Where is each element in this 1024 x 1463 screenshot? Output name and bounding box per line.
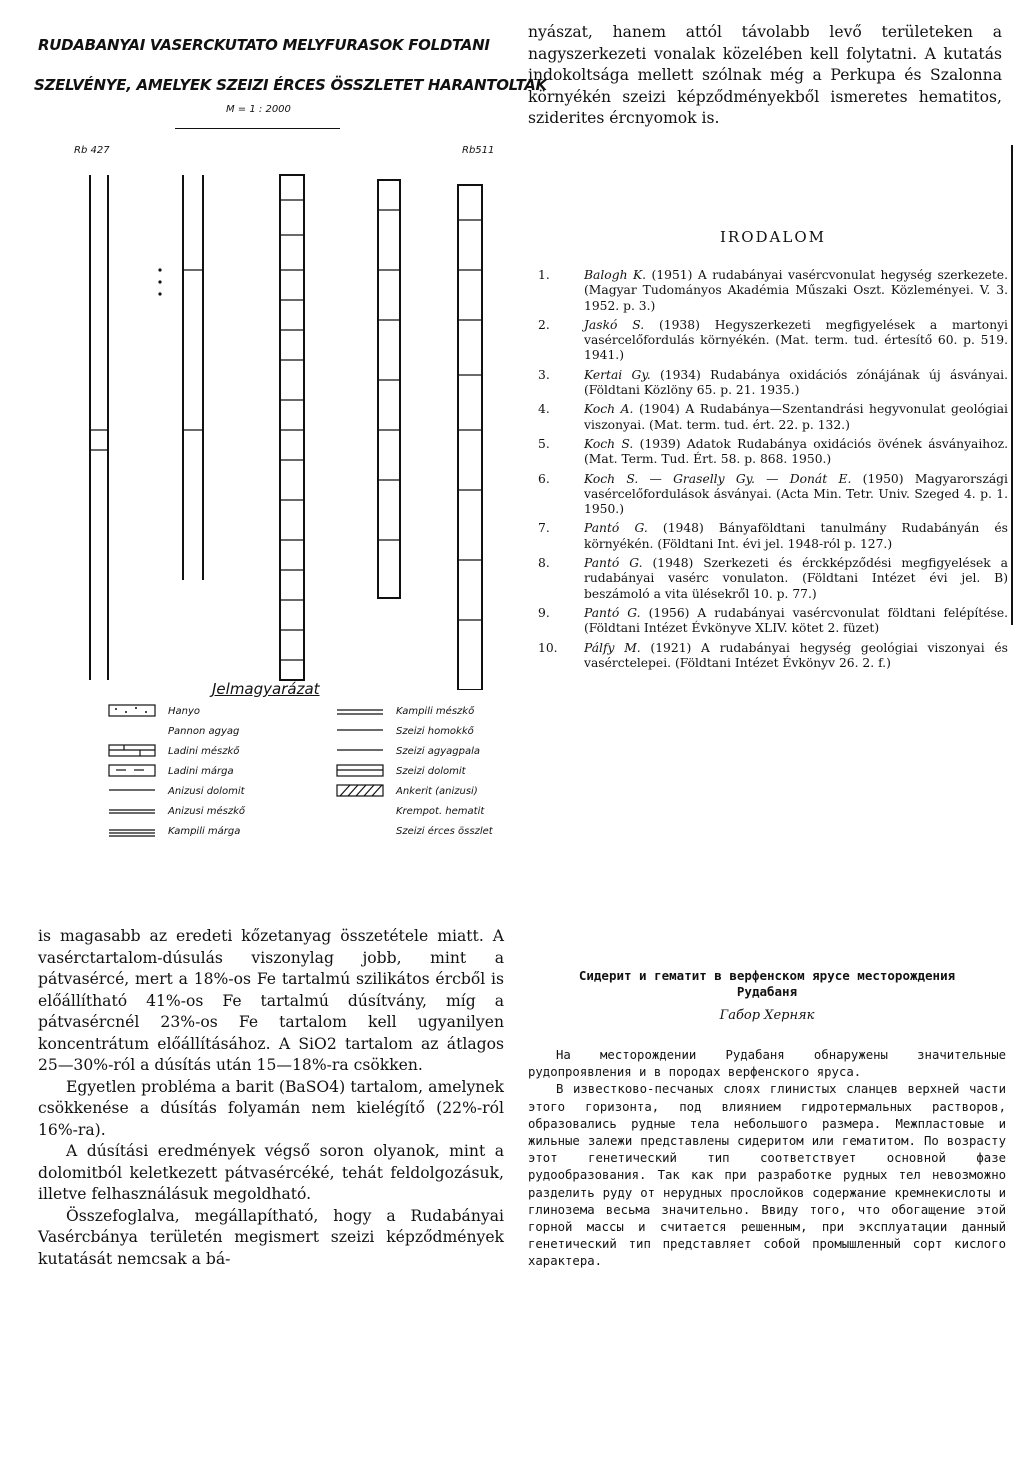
reference-text: (1939) Adatok Rudabánya oxidációs övének ásványaihoz. (Mat. Term. Tud. Ért. 58. p. 868. 1950.) bbox=[584, 436, 1008, 467]
margin-rule bbox=[1011, 145, 1013, 625]
reference-author: Pantó G. bbox=[584, 605, 641, 620]
reference-text: (1934) Rudabánya oxidációs zónájának új ásványai. (Földtani Közlöny 65. p. 21. 1935.) bbox=[584, 367, 1008, 398]
reference-number: 1. bbox=[538, 268, 550, 282]
reference-author: Koch S. bbox=[584, 436, 634, 451]
legend-right-item: Szeizi homokkő bbox=[396, 726, 474, 737]
legend-left-item: Ladini márga bbox=[168, 766, 234, 777]
borehole-label-right: Rb511 bbox=[462, 145, 495, 156]
reference-author: Pantó G. bbox=[584, 521, 648, 536]
reference-text: (1956) A rudabányai vasércvonulat földtani felépítése. (Földtani Intézet Évkönyve XLIV. kötet 2. füzet) bbox=[584, 605, 1008, 636]
reference-item bbox=[538, 268, 1008, 314]
reference-item bbox=[538, 318, 1008, 364]
reference-author: Koch S. — Graselly Gy. — Donát E. bbox=[584, 471, 852, 486]
legend-right-item: Szeizi érces összlet bbox=[396, 826, 493, 837]
reference-item bbox=[538, 402, 1008, 433]
legend-left-item: Hanyo bbox=[168, 706, 201, 717]
legend-left-item: Anizusi mészkő bbox=[168, 806, 245, 817]
reference-number: 2. bbox=[538, 317, 550, 332]
reference-author: Pantó G. bbox=[584, 556, 643, 571]
reference-text: (1921) A rudabányai hegység geológiai viszonyai és vasérctelepei. (Földtani Intézet Évkönyv 26. 2. f.) bbox=[584, 640, 1008, 670]
summary-author: Габор Херняк bbox=[719, 1008, 815, 1023]
legend-symbols-right bbox=[336, 704, 384, 854]
reference-text: (1938) Hegyszerkezeti megfigyelések a martonyi vasércelőfordulás környékén. (Mat. term. tud. értesítő 60. p. 519. 1941.) bbox=[584, 317, 1008, 363]
legend-right-item: Krempot. hematit bbox=[396, 806, 485, 817]
reference-author: Jaskó S. bbox=[584, 317, 645, 332]
legend-right-item: Szeizi dolomit bbox=[396, 766, 466, 777]
legend-left-item: Anizusi dolomit bbox=[168, 786, 245, 797]
summary-title-line2: Рудабаня bbox=[736, 984, 798, 999]
reference-number: 8. bbox=[538, 556, 550, 571]
borehole-columns bbox=[0, 160, 520, 690]
reference-item bbox=[538, 521, 1008, 552]
reference-number: 4. bbox=[538, 402, 550, 417]
legend-left-item: Pannon agyag bbox=[168, 726, 240, 737]
geologic-section-figure bbox=[0, 0, 547, 905]
legend-right-item: Szeizi agyagpala bbox=[396, 746, 480, 757]
reference-item bbox=[538, 437, 1008, 468]
reference-number: 9. bbox=[538, 605, 550, 620]
reference-text: (1948) Szerkezeti és érckképződési megfigyelések a rudabányai vasérc vonulaton. (Földtani Intézet évi jel. B) beszámoló a vita ülésekről 10. p. 77.) bbox=[584, 556, 1008, 601]
reference-author: Kertai Gy. bbox=[584, 367, 651, 382]
references-list bbox=[538, 268, 1008, 675]
reference-text: (1951) A rudabányai vasércvonulat hegység szerkezete. (Magyar Tudományos Akadémia Műszaki Oszt. Közleményei. V. 3. 1952. p. 3.) bbox=[584, 268, 1008, 313]
summary-paragraph: В известково-песчаных слоях глинистых сланцев верхней части этого горизонта, под влиянием гидротермальных растворов, образовались рудные тела небольшого размера. Межпластовые и жильные залежи представлены сидеритом или гематитом. По возрасту этот генетический тип соответствует основной фазе рудообразования. Так как при разработке рудных тел невозможно разделить руду от нерудных прослойков содержание кремнекислоты и глинозема весьма значительно. Ввиду того, что обогащение этой горной массы и считается решенным, при эксплуатации данный генетический тип представляет собой промышленный сорт кислого характера. bbox=[528, 1082, 1006, 1269]
reference-item bbox=[538, 641, 1008, 672]
reference-text: (1948) Bányaföldtani tanulmány Rudabányán és környékén. (Földtani Int. évi jel. 1948-ról p. 127.) bbox=[584, 521, 1008, 551]
reference-number: 6. bbox=[538, 471, 550, 486]
references-heading: IRODALOM bbox=[720, 228, 826, 246]
reference-text: (1950) Magyarországi vasércelőfordulások ásványai. (Acta Min. Tetr. Univ. Szeged 4. p. 1. 1950.) bbox=[584, 471, 1008, 517]
russian-summary bbox=[528, 968, 1006, 1271]
borehole-label-left: Rb 427 bbox=[74, 145, 110, 156]
reference-number: 3. bbox=[538, 367, 550, 382]
bottom-left-body bbox=[38, 926, 504, 1270]
body-paragraph: Összefoglalva, megállapítható, hogy a Rudabányai Vasércbánya területén megismert szeizi képződmények kutatását nemcsak a bá- bbox=[38, 1206, 504, 1268]
legend-right-item: Ankerit (anizusi) bbox=[396, 786, 478, 797]
legend-right-item: Kampili mészkő bbox=[396, 706, 475, 717]
figure-scale: M = 1 : 2000 bbox=[226, 104, 291, 115]
legend-title: Jelmagyarázat bbox=[212, 680, 320, 698]
reference-item bbox=[538, 368, 1008, 399]
reference-text: (1904) A Rudabánya—Szentandrási hegyvonulat geológiai viszonyai. (Mat. term. tud. ért. 22. p. 132.) bbox=[584, 402, 1008, 432]
body-paragraph: A dúsítási eredmények végső soron olyanok, mint a dolomitból keletkezett pátvasércéké, tehát feldolgozásuk, illetve felhasználásuk megoldható. bbox=[38, 1142, 504, 1203]
legend-symbols-left bbox=[108, 704, 156, 854]
legend-left-item: Kampili márga bbox=[168, 826, 241, 837]
scale-rule bbox=[175, 128, 340, 129]
figure-title-line2: SZELVÉNYE, AMELYEK SZEIZI ÉRCES ÖSSZLETET HARANTOLTAK bbox=[34, 76, 547, 94]
body-paragraph: Egyetlen probléma a barit (BaSO4) tartalom, amelynek csökkenése a dúsítás folyamán nem kielégítő (22%-ról 16%-ra). bbox=[38, 1077, 504, 1139]
legend-left-item: Ladini mészkő bbox=[168, 746, 240, 757]
figure-title-line1: RUDABANYAI VASERCKUTATO MELYFURASOK FOLDTANI bbox=[38, 36, 490, 54]
reference-number: 10. bbox=[538, 640, 558, 655]
reference-author: Koch A. bbox=[584, 402, 634, 417]
reference-item bbox=[538, 556, 1008, 602]
summary-paragraph: На месторождении Рудабаня обнаружены значительные рудопроявления и в породах верфенского яруса. bbox=[528, 1048, 1006, 1080]
summary-body bbox=[528, 1047, 1006, 1271]
top-right-paragraph bbox=[528, 22, 1002, 130]
reference-number: 7. bbox=[538, 521, 550, 536]
reference-number: 5. bbox=[538, 436, 550, 451]
reference-author: Balogh K. bbox=[584, 268, 647, 282]
reference-item bbox=[538, 606, 1008, 637]
reference-author: Pálfy M. bbox=[584, 640, 641, 655]
reference-item bbox=[538, 472, 1008, 518]
top-right-text: nyászat, hanem attól távolabb levő területeken a nagyszerkezeti vonalak közelében kell folytatni. A kutatás indokoltsága mellett szólnak még a Perkupa és Szalonna környékén szeizi képződményekből ismeretes hematitos, sziderites ércnyomok is. bbox=[528, 23, 1002, 127]
summary-title-line1: Сидерит и гематит в верфенском ярусе месторождения bbox=[578, 968, 956, 983]
body-paragraph: is magasabb az eredeti kőzetanyag összetétele miatt. A vasérctartalom-dúsulás viszonylag jobb, mint a pátvasércé, mert a 18%-os Fe tartalmú szilikátos ércből is előállítható 41%-os Fe tartalmú dúsítvány, míg a pátvasércnél 23%-os Fe tartalom kell ugyanilyen koncentrátum előállításához. A SiO2 tartalom az átlagos 25—30%-ról a dúsítás után 15—18%-ra csökken. bbox=[38, 927, 504, 1074]
